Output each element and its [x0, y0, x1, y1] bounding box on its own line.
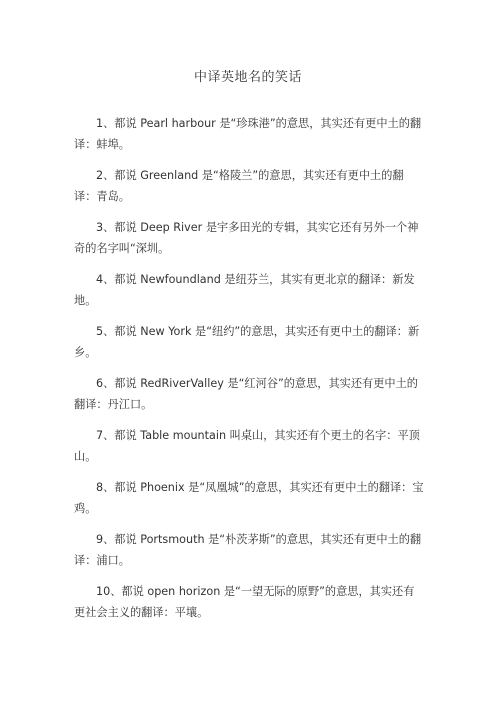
paragraph-10: 10、都说 open horizon 是“一望无际的原野”的意思，其实还有更社会主义的翻译：平壤。 — [74, 585, 415, 619]
paragraph-1: 1、都说 Pearl harbour 是“珍珠港”的意思，其实还有更中土的翻译：蚌埠。 — [74, 117, 422, 151]
paragraph-3: 3、都说 Deep River 是宇多田光的专辑，其实它还有另外一个神奇的名字叫“深圳。 — [74, 221, 419, 255]
paragraph-6: 6、都说 RedRiverValley 是“红河谷”的意思，其实还有更中土的翻译：丹江口。 — [74, 377, 418, 411]
paragraph-5: 5、都说 New York 是“纽约”的意思，其实还有更中土的翻译：新乡。 — [74, 325, 420, 359]
document-title: 中译英地名的笑话 — [193, 70, 302, 85]
paragraph-4: 4、都说 Newfoundland 是纽芬兰，其实有更北京的翻译：新发地。 — [74, 273, 415, 307]
document-body — [74, 113, 424, 633]
paragraph-8: 8、都说 Phoenix 是“凤凰城”的意思，其实还有更中土的翻译：宝鸡。 — [74, 481, 424, 515]
paragraph-7: 7、都说 Table mountain 叫桌山，其实还有个更土的名字：平顶山。 — [74, 429, 420, 463]
paragraph-2: 2、都说 Greenland 是“格陵兰”的意思，其实还有更中土的翻译：青岛。 — [74, 169, 404, 203]
paragraph-9: 9、都说 Portsmouth 是“朴茨茅斯”的意思，其实还有更中土的翻译：浦口。 — [74, 533, 422, 567]
